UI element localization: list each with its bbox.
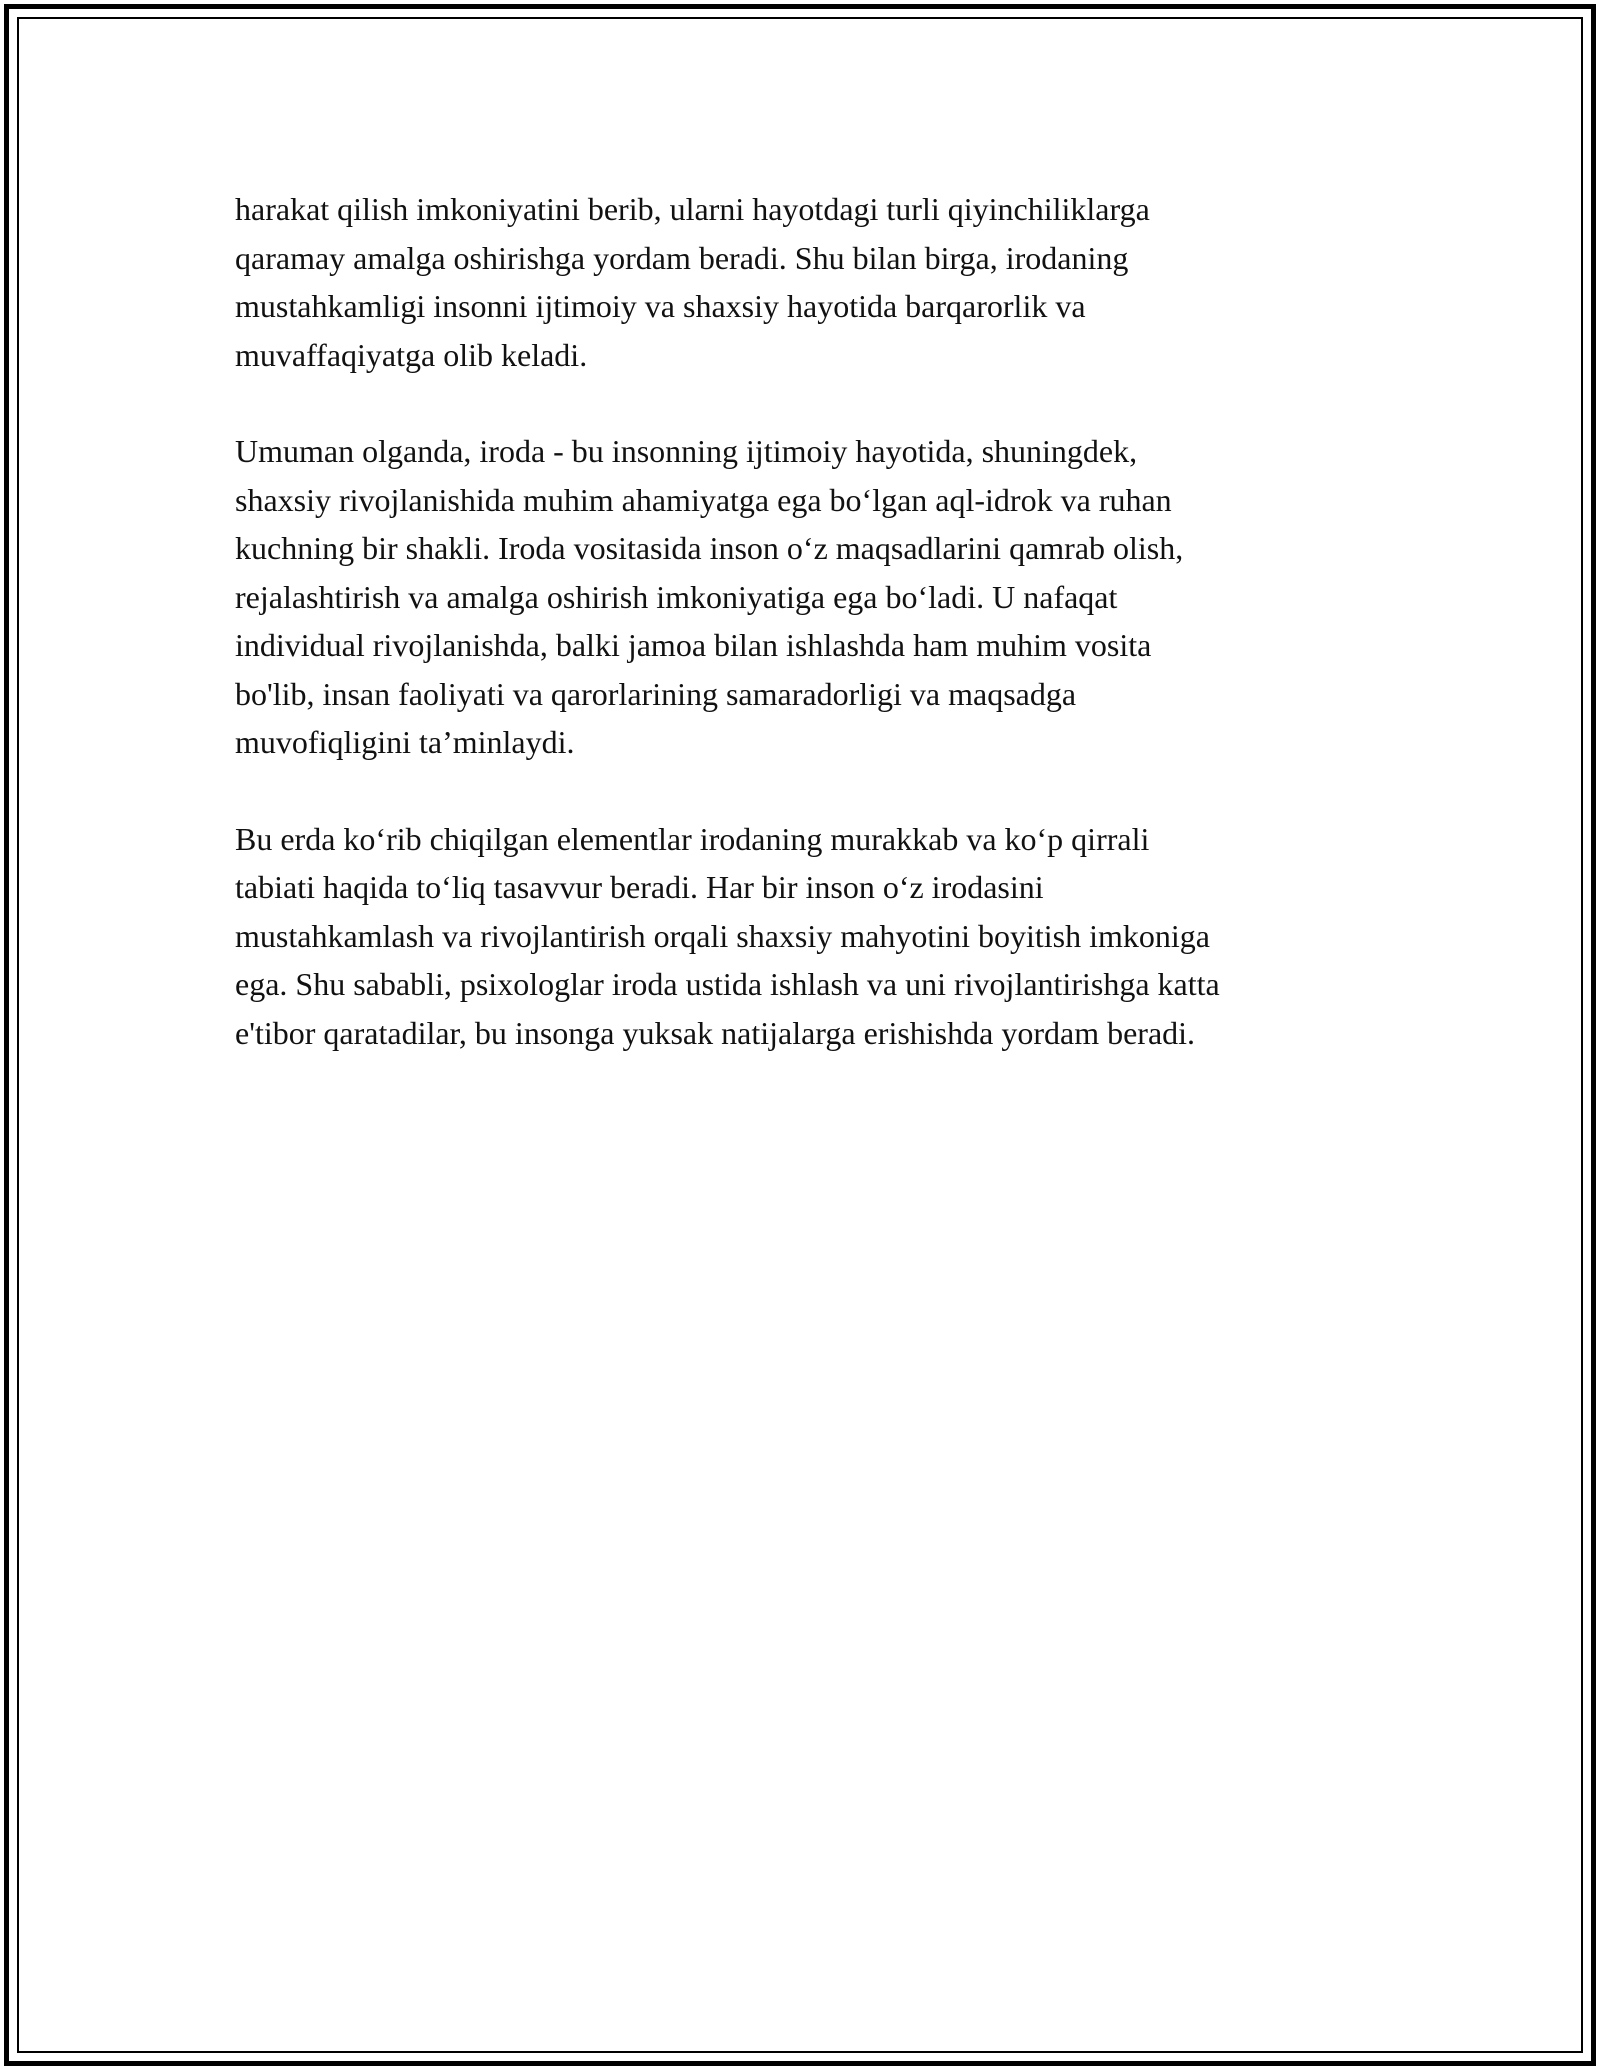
text-line: muvofiqligini ta’minlaydi. <box>235 724 575 760</box>
text-line: tabiati haqida to‘liq tasavvur beradi. Har bir inson o‘z irodasini <box>235 869 1044 905</box>
text-line: mustahkamligi insonni ijtimoiy va shaxsiy hayotida barqarorlik va <box>235 288 1086 324</box>
text-line: Umuman olganda, iroda - bu insonning ijtimoiy hayotida, shuningdek, <box>235 433 1138 469</box>
text-line: harakat qilish imkoniyatini berib, ularni hayotdagi turli qiyinchiliklarga <box>235 191 1150 227</box>
text-line: ega. Shu sababli, psixologlar iroda ustida ishlash va uni rivojlantirishga katta <box>235 966 1220 1002</box>
text-line: bo'lib, insan faoliyati va qarorlarining samaradorligi va maqsadga <box>235 675 1077 712</box>
document-body <box>235 185 1375 1105</box>
text-line: mustahkamlash va rivojlantirish orqali shaxsiy mahyotini boyitish imkoniga <box>235 917 1210 954</box>
paragraph-1 <box>235 185 1375 379</box>
text-line: qaramay amalga oshirishga yordam beradi. Shu bilan birga, irodaning <box>235 239 1129 276</box>
paragraph-2 <box>235 427 1375 767</box>
paragraph-3 <box>235 815 1375 1058</box>
text-line: kuchning bir shakli. Iroda vositasida inson o‘z maqsadlarini qamrab olish, <box>235 530 1184 566</box>
text-line: rejalashtirish va amalga oshirish imkoniyatiga ega bo‘ladi. U nafaqat <box>235 578 1118 615</box>
text-line: muvaffaqiyatga olib keladi. <box>235 336 588 373</box>
text-line: e'tibor qaratadilar, bu insonga yuksak natijalarga erishishda yordam beradi. <box>235 1014 1196 1051</box>
text-line: shaxsiy rivojlanishida muhim ahamiyatga ega bo‘lgan aql-idrok va ruhan <box>235 481 1172 518</box>
text-line: Bu erda ko‘rib chiqilgan elementlar irodaning murakkab va ko‘p qirrali <box>235 820 1150 857</box>
text-line: individual rivojlanishda, balki jamoa bilan ishlashda ham muhim vosita <box>235 627 1152 663</box>
